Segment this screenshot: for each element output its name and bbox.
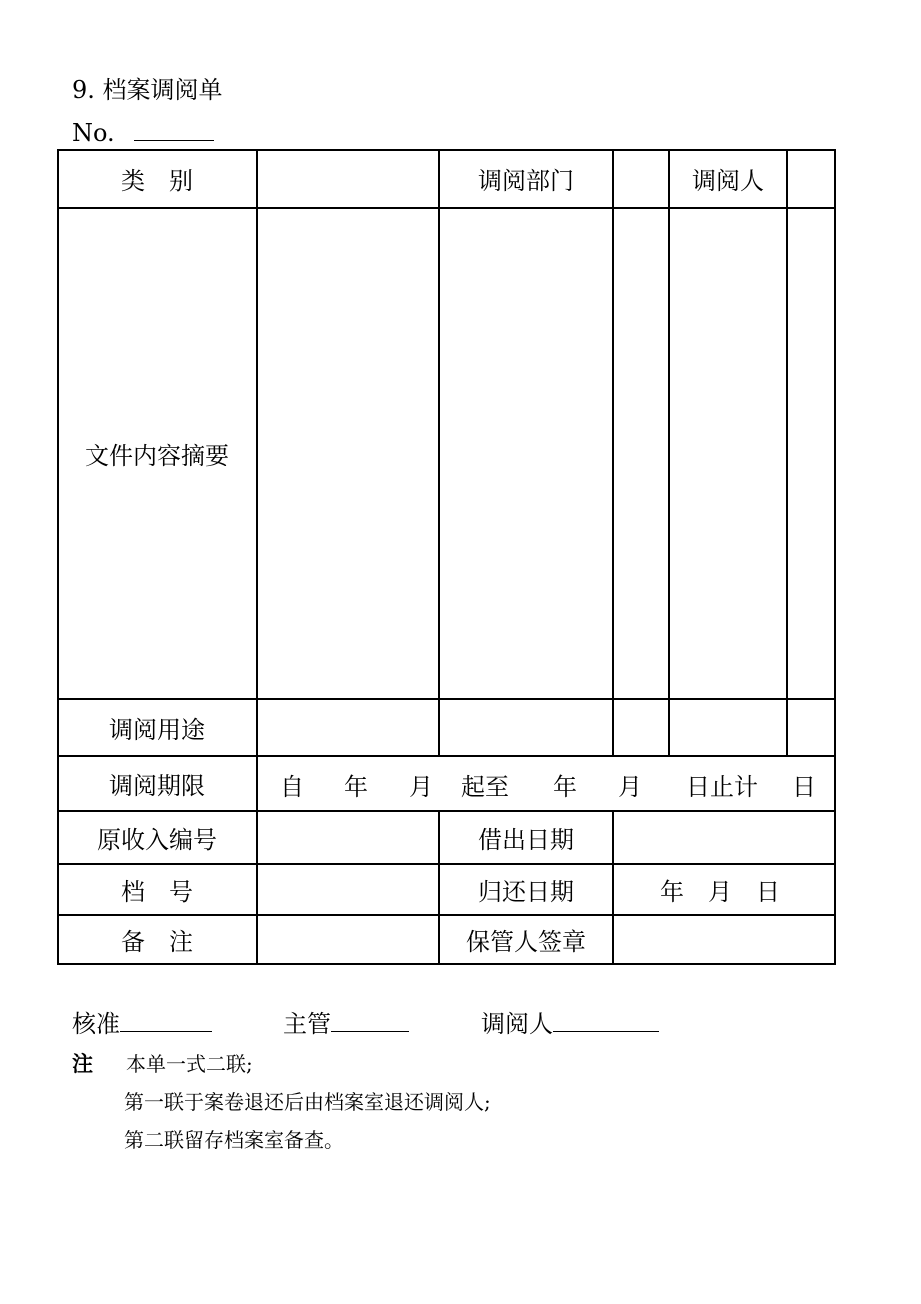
purpose-label: 调阅用途 bbox=[109, 716, 205, 744]
borrow-date-label: 借出日期 bbox=[478, 826, 574, 854]
department-field[interactable] bbox=[614, 150, 668, 207]
purpose-field[interactable] bbox=[258, 700, 834, 755]
period-field[interactable] bbox=[258, 757, 834, 810]
custodian-sign-field[interactable] bbox=[614, 916, 834, 963]
original-number-field[interactable] bbox=[258, 812, 438, 863]
borrower-blank[interactable] bbox=[553, 1007, 659, 1032]
remarks-label: 备 注 bbox=[121, 928, 193, 956]
approve-signature bbox=[72, 1006, 212, 1042]
summary-field[interactable] bbox=[258, 209, 834, 698]
period-month1: 月 bbox=[409, 773, 433, 801]
department-label: 调阅部门 bbox=[478, 167, 574, 195]
form-title: 9. 档案调阅单 bbox=[72, 76, 223, 104]
grid-line bbox=[57, 963, 836, 965]
notes-label: 注 bbox=[72, 1051, 93, 1076]
period-month2: 月 bbox=[618, 773, 642, 801]
period-from: 自 bbox=[280, 773, 304, 801]
form-number bbox=[72, 116, 214, 149]
return-date-label: 归还日期 bbox=[478, 878, 574, 906]
number-label: No. bbox=[72, 119, 115, 147]
period-year2: 年 bbox=[553, 773, 577, 801]
category-label: 类 别 bbox=[121, 167, 193, 195]
number-blank[interactable] bbox=[134, 116, 214, 141]
borrower-sig-label: 调阅人 bbox=[481, 1010, 553, 1038]
custodian-sign-label: 保管人签章 bbox=[466, 928, 586, 956]
period-label: 调阅期限 bbox=[109, 772, 205, 800]
note-line-1: 本单一式二联; bbox=[126, 1052, 253, 1076]
period-day-total: 日 bbox=[792, 773, 816, 801]
return-date-field[interactable]: 年 月 日 bbox=[660, 878, 780, 906]
remarks-field[interactable] bbox=[258, 916, 438, 963]
borrower-field[interactable] bbox=[788, 150, 834, 207]
summary-label: 文件内容摘要 bbox=[85, 442, 229, 470]
approve-label: 核准 bbox=[72, 1010, 120, 1038]
category-field[interactable] bbox=[258, 150, 438, 207]
grid-line bbox=[834, 149, 836, 964]
note-line-2: 第一联于案卷退还后由档案室退还调阅人; bbox=[124, 1090, 491, 1114]
borrow-date-field[interactable] bbox=[614, 812, 834, 863]
original-number-label: 原收入编号 bbox=[97, 826, 217, 854]
file-number-label: 档 号 bbox=[121, 878, 193, 906]
borrower-label: 调阅人 bbox=[692, 167, 764, 195]
supervisor-label: 主管 bbox=[283, 1010, 331, 1038]
note-line-3: 第二联留存档案室备查。 bbox=[124, 1128, 344, 1152]
period-day-end: 日止计 bbox=[686, 773, 758, 801]
supervisor-blank[interactable] bbox=[331, 1007, 409, 1032]
borrower-signature bbox=[481, 1006, 659, 1042]
period-start-to: 起至 bbox=[461, 773, 509, 801]
supervisor-signature bbox=[283, 1006, 409, 1042]
file-number-field[interactable] bbox=[258, 865, 438, 914]
period-year1: 年 bbox=[344, 773, 368, 801]
approve-blank[interactable] bbox=[120, 1007, 212, 1032]
